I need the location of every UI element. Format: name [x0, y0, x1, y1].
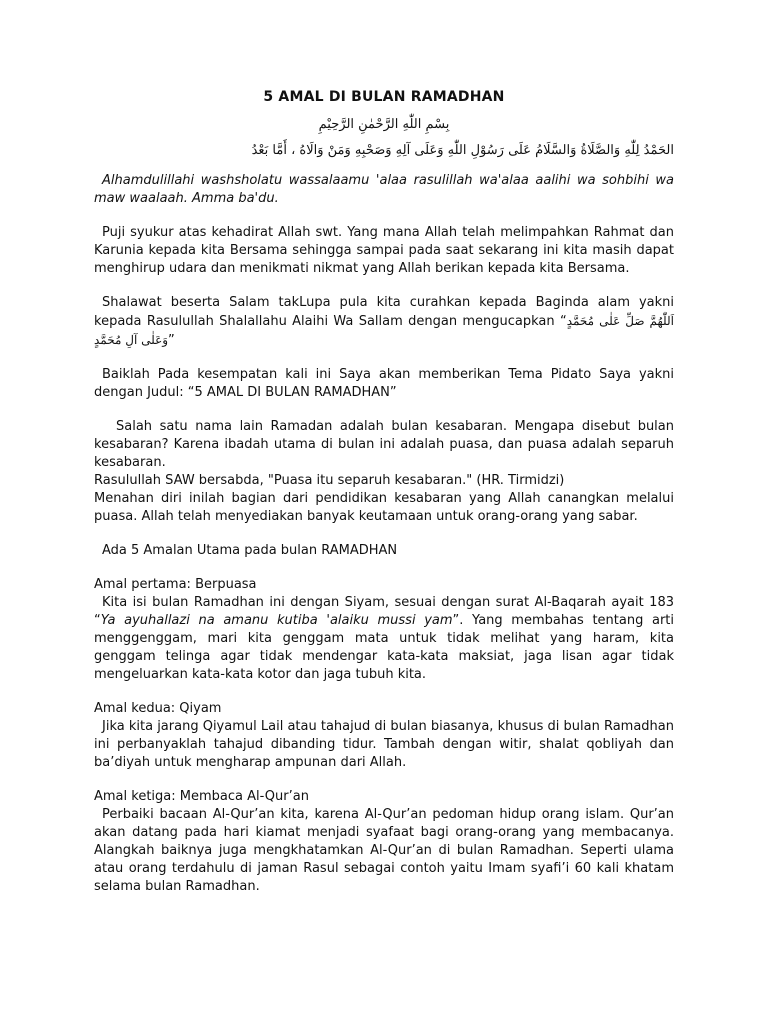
amal-1-text: [94, 594, 674, 684]
salawat-text: Shalawat beserta Salam takLupa pula kita curahkan kepada Baginda alam yakni kepada Rasulullah Shalallahu Alaihi Wa Sallam dengan mengucapkan “: [94, 295, 674, 329]
amal-3-section: [94, 788, 674, 896]
amal-2-text: Jika kita jarang Qiyamul Lail atau tahajud di bulan biasanya, khusus di bulan Ramadhan ini perbanyaklah tahajud dibanding tidur. Tambah dengan witir, shalat qobliyah dan ba’diyah untuk mengharap ampunan dari Allah.: [94, 719, 674, 770]
hadith-line: Rasulullah SAW bersabda, "Puasa itu separuh kesabaran." (HR. Tirmidzi): [94, 473, 565, 488]
amal-2-heading: Amal kedua: Qiyam: [94, 701, 222, 716]
topic-paragraph: Baiklah Pada kesempatan kali ini Saya akan memberikan Tema Pidato Saya yakni dengan Judul: “5 AMAL DI BULAN RAMADHAN”: [94, 367, 674, 400]
basmala-line: بِسْمِ اللّٰهِ الرَّحْمٰنِ الرَّحِيْمِ: [318, 117, 450, 132]
page-title: 5 AMAL DI BULAN RAMADHAN: [263, 89, 505, 105]
salawat-paragraph: [94, 294, 674, 350]
amal-2-section: [94, 700, 674, 772]
salawat-arabic: اَللّٰهُمَّ صَلِّ عَلٰى مُحَمَّدٍ وَعَلٰى آلِ مُحَمَّدٍ: [94, 314, 674, 347]
opening-transliteration: Alhamdulillahi washsholatu wassalaamu 'alaa rasulillah wa'alaa aalihi wa sohbihi wa maw waalaah. Amma ba'du.: [94, 173, 674, 206]
amal-1-section: [94, 576, 674, 684]
arabic-opening-line: الحَمْدُ لِلّٰهِ وَالصَّلَاةُ وَالسَّلَامُ عَلَى رَسُوْلِ اللّٰهِ وَعَلَى آلِهِ وَصَحْبِهِ وَمَنْ وَالَاهُ ، أَمَّا بَعْدُ: [251, 143, 674, 158]
amal-1-text-b: ”. Yang membahas tentang arti menggenggam, mari kita genggam mata untuk tidak melihat yang haram, kita genggam telinga agar tidak mendengar kata-kata maksiat, jaga lisan agar tidak mengeluarkan kata-kata kotor dan jaga tubuh kita.: [94, 613, 674, 682]
five-amal-intro: Ada 5 Amalan Utama pada bulan RAMADHAN: [102, 543, 398, 558]
amal-3-text: Perbaiki bacaan Al-Qur’an kita, karena Al-Qur’an pedoman hidup orang islam. Qur’an akan datang pada hari kiamat menjadi syafaat bagi orang-orang yang membacanya. Alangkah baiknya juga mengkhatamkan Al-Qur’an di bulan Ramadhan. Seperti ulama atau orang terdahulu di jaman Rasul sebagai contoh yaitu Imam syafi’i 60 kali khatam selama bulan Ramadhan.: [94, 807, 674, 894]
restraint-paragraph: Menahan diri inilah bagian dari pendidikan kesabaran yang Allah canangkan melalui puasa. Allah telah menyediakan banyak keutamaan untuk orang-orang yang sabar.: [94, 491, 674, 524]
patience-paragraph: Salah satu nama lain Ramadan adalah bulan kesabaran. Mengapa disebut bulan kesabaran? Karena ibadah utama di bulan ini adalah puasa, dan puasa adalah separuh kesabaran.: [94, 419, 674, 470]
salawat-close: ”: [168, 333, 175, 348]
amal-1-italic: Ya ayuhallazi na amanu kutiba 'alaiku mussi yam: [100, 613, 453, 628]
amal-1-text-a: Kita isi bulan Ramadhan ini dengan Siyam, sesuai dengan surat Al-Baqarah ayait 183 “: [94, 595, 674, 628]
praise-paragraph: Puji syukur atas kehadirat Allah swt. Yang mana Allah telah melimpahkan Rahmat dan Karunia kepada kita Bersama sehingga sampai pada saat sekarang ini kita masih dapat menghirup udara dan menikmati nikmat yang Allah berikan kepada kita Bersama.: [94, 225, 674, 276]
amal-3-heading: Amal ketiga: Membaca Al-Qur’an: [94, 789, 309, 804]
patience-section: [94, 418, 674, 526]
amal-1-heading: Amal pertama: Berpuasa: [94, 577, 257, 592]
